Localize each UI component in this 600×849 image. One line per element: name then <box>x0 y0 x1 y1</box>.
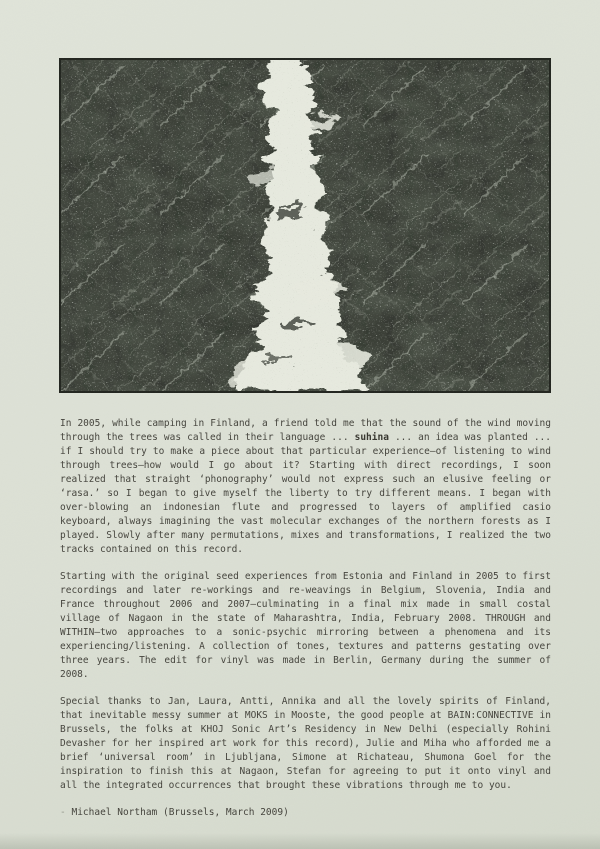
forest-photo <box>59 58 551 393</box>
signature-text: Michael Northam (Brussels, March 2009) <box>71 807 289 818</box>
paragraph-1 <box>60 417 551 557</box>
signature <box>60 806 551 820</box>
signature-dash: - <box>60 807 66 818</box>
paragraph-3: Special thanks to Jan, Laura, Antti, Annika and all the lovely spirits of Finland, that inevitable messy summer at MOKS in Mooste, the good people at BAIN:CONNECTIVE in Brussels, the folks at KHOJ Sonic Art’s Residency in New Delhi (especially Rohini Devasher for her inspired art work for this record), Julie and Miha who afforded me a brief ‘universal room’ in Ljubljana, Simone at Richateau, Shumona Goel for the inspiration to finish this at Nagaon, Stefan for agreeing to put it onto vinyl and all the integrated occurrences that brought these vibrations through me to you. <box>60 696 551 791</box>
album-title-word: suhina <box>354 432 389 443</box>
paragraph-2: Starting with the original seed experiences from Estonia and Finland in 2005 to first recordings and later re-workings and re-weavings in Belgium, Slovenia, India and France throughout 2006 and 2007—culminating in a final mix made in small costal village of Nagaon in the state of Maharashtra, India, February 2008. THROUGH and WITHIN—two approaches to a sonic-psychic mirroring between a phenomena and its experiencing/listening. A collection of tones, textures and patterns gestating over three years. The edit for vinyl was made in Berlin, Germany during the summer of 2008. <box>60 571 551 680</box>
page-edge-shadow <box>0 833 600 849</box>
paragraph-1-end: ... an idea was planted ... if I should try to make a piece about that particular experience—of listening to wind through trees—how would I go about it? Starting with direct recordings, I soon realized that straight ‘phonography’ would not express such an elusive feeling or ‘rasa.’ so I began to give myself the liberty to try different means. I began with over-blowing an indonesian flute and progressed to layers of amplified casio keyboard, always imagining the vast molecular exchanges of the northern forests as I played. Slowly after many permutations, mixes and transformations, I realized the two tracks contained on this record. <box>60 432 551 555</box>
liner-notes-text <box>60 417 551 833</box>
forest-photo-art <box>59 58 551 393</box>
paragraph-1-start: In 2005, while camping in Finland, a friend told me that the sound of the wind moving through the trees was called in their language ... <box>60 418 551 443</box>
